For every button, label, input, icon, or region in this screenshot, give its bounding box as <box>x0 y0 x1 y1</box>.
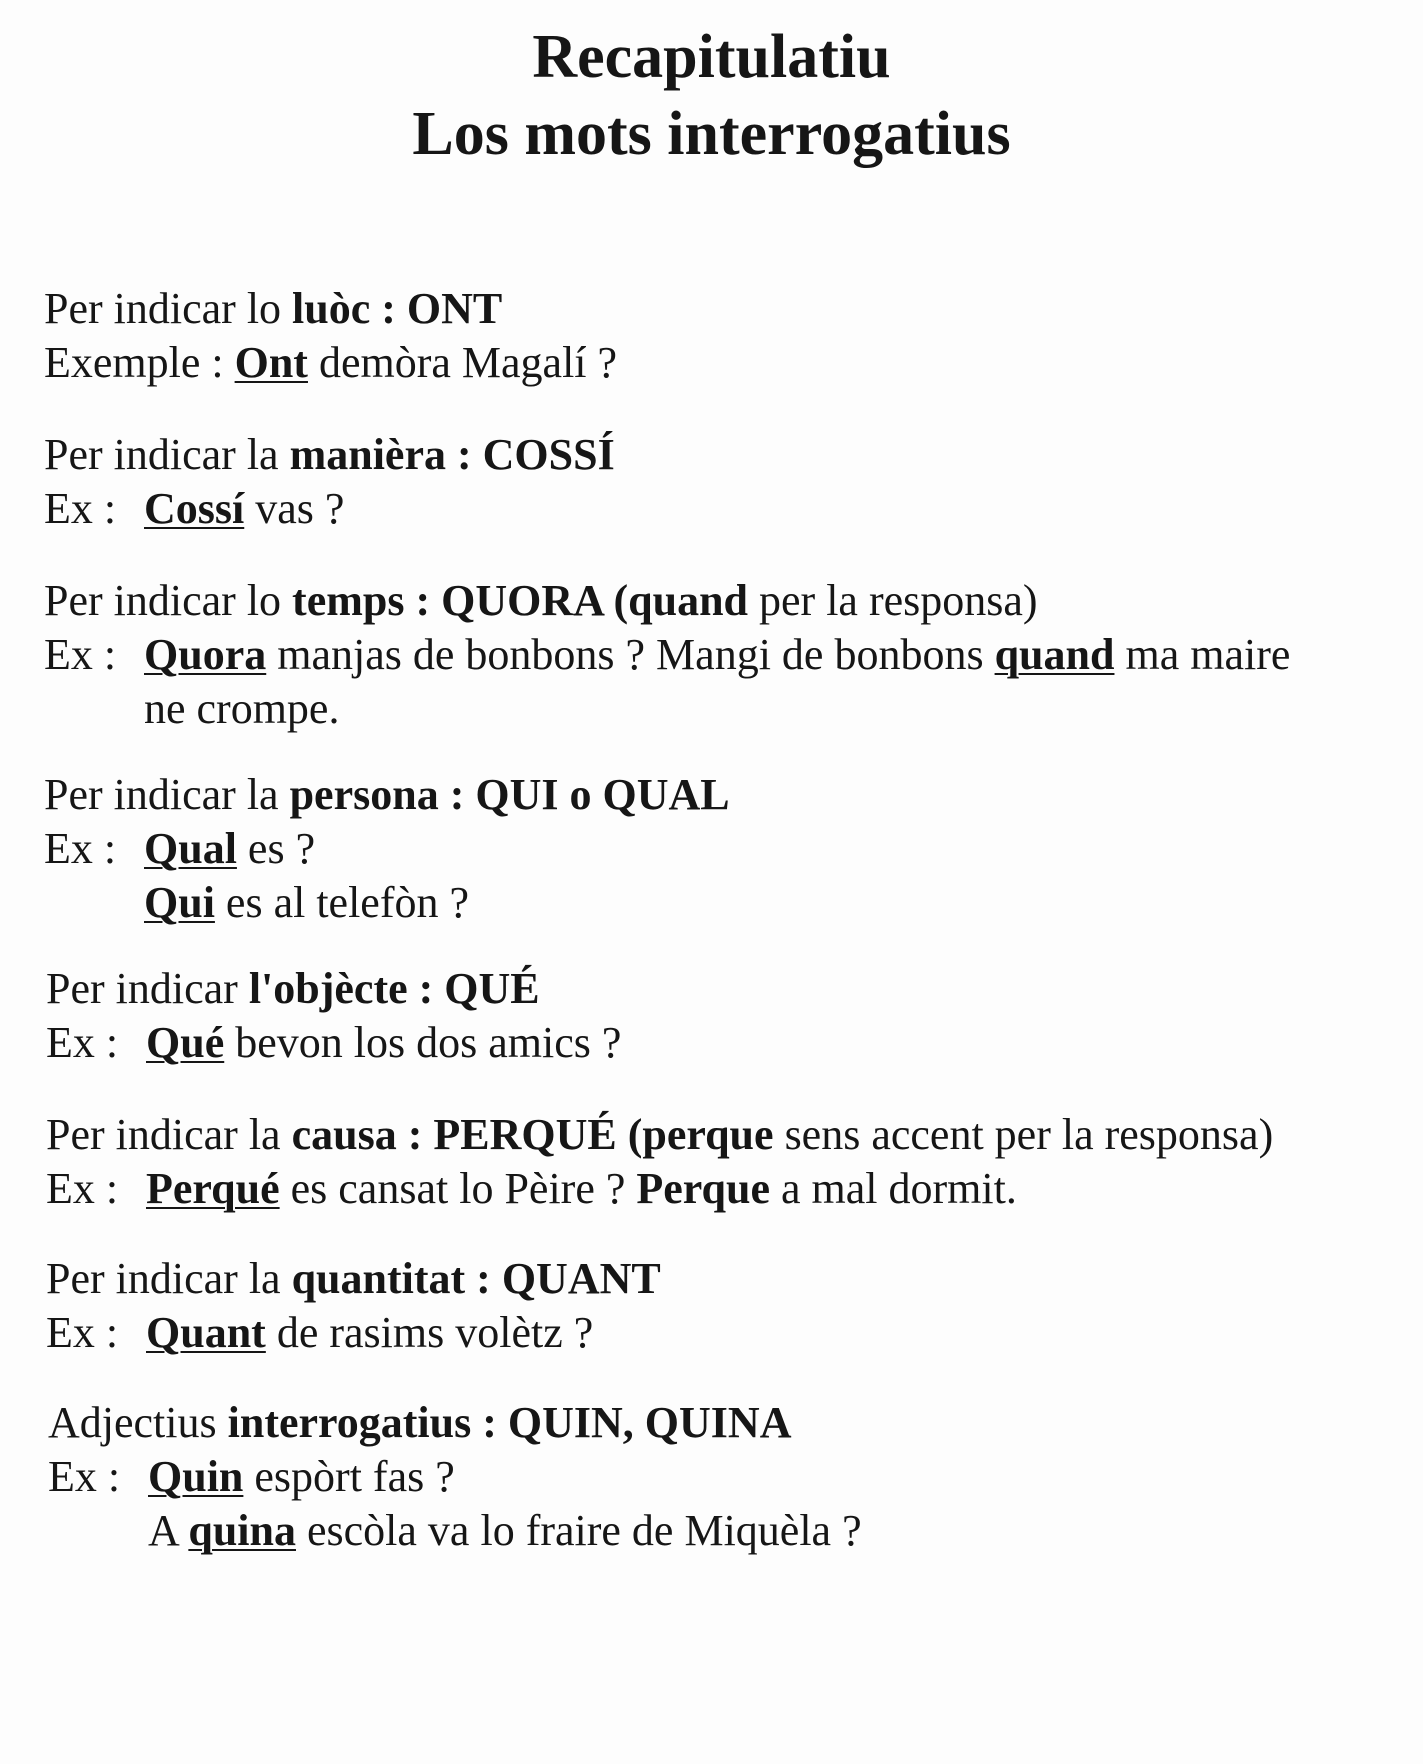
section-heading: Per indicar la persona : QUI o QUAL <box>44 770 730 819</box>
section-objecte <box>46 962 621 1070</box>
section-maniera <box>44 428 615 536</box>
section-example: Ex : Quant de rasims volètz ? <box>46 1308 594 1357</box>
section-example: Ex : Quin espòrt fas ? <box>48 1452 455 1501</box>
interrogative-word: Qué <box>146 1018 225 1067</box>
section-causa <box>46 1108 1273 1216</box>
section-persona <box>44 768 730 930</box>
answer-word: quand <box>994 630 1115 679</box>
section-heading: Per indicar la manièra : COSSÍ <box>44 430 615 479</box>
section-example-2: Qui es al telefòn ? <box>144 878 470 927</box>
interrogative-word: Ont <box>234 338 308 387</box>
interrogative-word: Perqué <box>146 1164 280 1213</box>
section-heading: Per indicar la quantitat : QUANT <box>46 1254 661 1303</box>
section-example: Exemple : Ont demòra Magalí ? <box>44 338 618 387</box>
interrogative-word: Qui <box>144 878 215 927</box>
section-example: Ex : Perqué es cansat lo Pèire ? Perque a mal dormit. <box>46 1164 1017 1213</box>
page-subtitle: Los mots interrogatius <box>412 100 1011 168</box>
section-example: Ex : Quora manjas de bonbons ? Mangi de bonbons quand ma maire <box>44 630 1291 679</box>
section-loc <box>44 282 617 390</box>
section-example: Ex : Cossí vas ? <box>44 484 345 533</box>
section-example: Ex : Qué bevon los dos amics ? <box>46 1018 622 1067</box>
section-adjectius <box>48 1396 862 1558</box>
interrogative-word: Quin <box>148 1452 244 1501</box>
interrogative-word: Qual <box>144 824 237 873</box>
section-heading: Per indicar la causa : PERQUÉ (perque sens accent per la responsa) <box>46 1110 1274 1159</box>
interrogative-word: Quant <box>146 1308 266 1357</box>
section-heading: Per indicar l'objècte : QUÉ <box>46 964 540 1013</box>
answer-word: Perque <box>636 1164 770 1213</box>
section-example: Ex : Qual es ? <box>44 824 316 873</box>
section-quantitat <box>46 1252 661 1360</box>
section-example-2: A quina escòla va lo fraire de Miquèla ? <box>148 1506 862 1555</box>
section-heading: Per indicar lo temps : QUORA (quand per la responsa) <box>44 576 1038 625</box>
interrogative-word: quina <box>188 1506 296 1555</box>
section-heading: Per indicar lo luòc : ONT <box>44 284 503 333</box>
page-title: Recapitulatiu <box>532 23 891 91</box>
interrogative-word: Cossí <box>144 484 245 533</box>
section-temps <box>44 574 1290 736</box>
section-example-continued: ne crompe. <box>144 684 340 733</box>
section-heading: Adjectius interrogatius : QUIN, QUINA <box>48 1398 792 1447</box>
interrogative-word: Quora <box>144 630 267 679</box>
